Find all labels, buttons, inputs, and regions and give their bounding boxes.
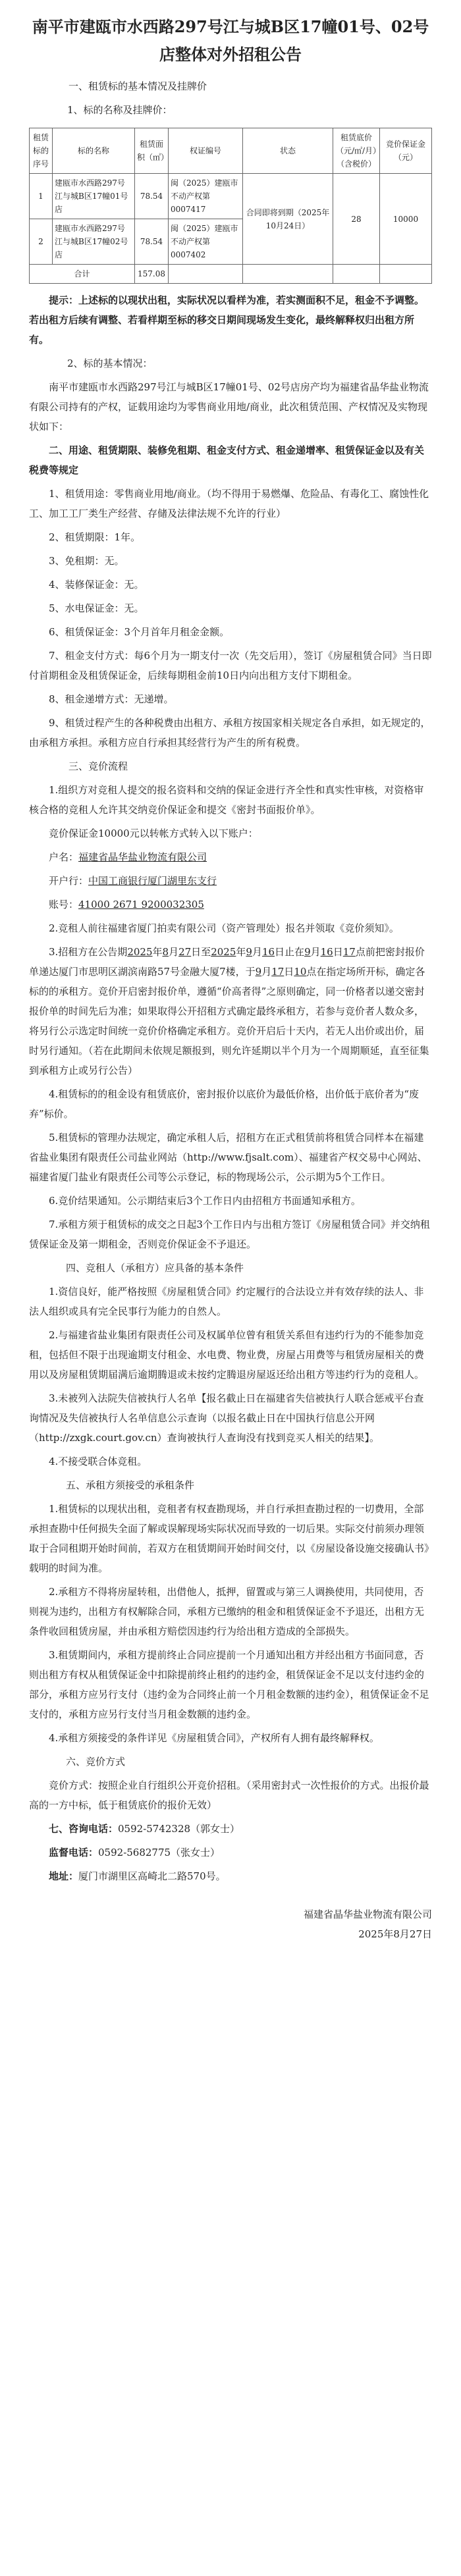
paragraph: 2.与福建省盐业集团有限责任公司及权属单位曾有租赁关系但有违约行为的不能参加竞租，包括但不限于出现逾期支付租金、水电费、物业费，房屋占用费等与租赁房屋相关的费用以及房屋租赁期届满后逾期腾退或未按约定腾退房屋返还给出租方等违约行为的竞租人。 [29, 1329, 425, 1380]
account-bank-line [29, 871, 432, 891]
cell-name: 建瓯市水西路297号江与城B区17幢02号店 [53, 219, 135, 265]
text: 月 [261, 966, 272, 978]
col-header: 租赁底价（元/㎡/月）（含税价） [333, 128, 380, 174]
text: 月 [252, 946, 262, 958]
paragraph: 竞价方式：按照企业自行组织公开竞价招租。（采用密封式一次性报价的方式。出报价最高的一方中标，低于租赁底价的报价无效） [29, 1779, 429, 1811]
list-item: 5、水电保证金：无。 [49, 602, 144, 614]
paragraph: 1.租赁标的以现状出租，竞租者有权查勘现场，并自行承担查勘过程的一切费用，全部承担查勘中任何损失全面了解或误解现场实际状况而导致的一切后果。实际交付前须办理领取于合同租期开始时间前，若双方在租赁期间开始时间交付，以《房屋设备设施交接确认书》载明的时间为准。 [29, 1503, 429, 1574]
subsection-heading: 2、标的基本情况： [67, 357, 153, 369]
section-heading-6: 六、竞价方式 [66, 1756, 126, 1768]
date-value: 17 [342, 946, 356, 958]
address-label: 地址： [49, 1870, 79, 1882]
account-bank-label: 开户行： [49, 875, 89, 887]
paragraph: 7.承租方须于租赁标的成交之日起3个工作日内与出租方签订《房屋租赁合同》并交纳租赁保证金及第一期租金，否则竞价保证金不予退还。 [29, 1219, 430, 1250]
account-bank: 中国工商银行厦门湖里东支行 [88, 875, 217, 887]
section-heading-1: 一、租赁标的基本情况及挂牌价 [68, 80, 207, 92]
list-item: 9、租赁过程产生的各种税费由出租方、承租方按国家相关规定各自承担，如无规定的，由承租方承担。承租方应自行承担其经营行为产生的所有税费。 [29, 717, 431, 749]
date-value: 27 [178, 946, 192, 958]
account-name: 福建省晶华盐业物流有限公司 [78, 851, 207, 863]
text: 点在指定场所开标，确定各标的的承租方。竞价开启密封报价单，遵循“价高者得”之原则确定，同一价格者以递交密封报价单的时间先后为准；如果取得公开招租方式确定最终承租方，若参与竞价者人数众多，将另行公示选定时间统一竞价价格确定承租方。竞价开启后十天内，若无人出价或出价，届时另行通知。（若在此期间未依规足额报到，则允许延期以半个月为一个周期顺延，直至征集到承租方止或另行公告） [29, 966, 429, 1076]
date-value: 8 [162, 946, 169, 958]
cell-area: 78.54 [135, 219, 169, 265]
paragraph: 4.承租方须接受的条件详见《房屋租赁合同》，产权所有人拥有最终解释权。 [49, 1732, 379, 1744]
company-signature: 福建省晶华盐业物流有限公司 [303, 1908, 432, 1920]
date-value: 2025 [127, 946, 153, 958]
cell-cert: 闽（2025）建瓯市不动产权第0007402 [169, 219, 243, 265]
text: 3.招租方在公告期 [49, 946, 128, 958]
total-label: 合计 [30, 265, 135, 284]
empty-cell [380, 265, 432, 284]
text: 年 [152, 946, 163, 958]
supervise-phone: 0592-5682775（张女士） [98, 1847, 221, 1858]
paragraph: 1.资信良好，能严格按照《房屋租赁合同》约定履行的合法设立并有效存续的法人、非法人组织或具有完全民事行为能力的自然人。 [29, 1286, 424, 1317]
table-row [30, 174, 432, 219]
text: 日止在 [275, 946, 305, 958]
paragraph: 3.未被列入法院失信被执行人名单【报名截止日在福建省失信被执行人联合惩戒平台查询情况及失信被执行人名单信息公示查询（以报名截止日在中国执行信息公开网（http://zxgk.court.gov.cn）查询被执行人查询没有找到竞买人相关的结果】。 [29, 1392, 424, 1444]
notice-text: 提示：上述标的以现状出租，实际状况以看样为准，若实测面积不足，租金不予调整。若出租方后续有调整、若看样期至标的移交日期间现场发生变化，最终解释权归出租方所有。 [29, 294, 425, 346]
text: 日至 [191, 946, 211, 958]
date-value: 16 [261, 946, 275, 958]
date-value: 9 [246, 946, 252, 958]
list-item: 4、装修保证金：无。 [49, 579, 144, 591]
paragraph: 2.承租方不得将房屋转租，出借他人，抵押，留置或与第三人调换使用，共同使用，否则视为违约，出租方有权解除合同，承租方已缴纳的租金和租赁保证金不予退还，出租方无条件收回租赁房屋，并由承租方赔偿因违约行为给出租方造成的全部损失。 [29, 1586, 425, 1637]
col-header: 竞价保证金（元） [380, 128, 432, 174]
date-value: 16 [320, 946, 333, 958]
empty-cell [333, 265, 380, 284]
text: 月 [169, 946, 179, 958]
supervise-label: 监督电话： [49, 1847, 99, 1858]
list-item: 1、租赁用途：零售商业用地/商业。（均不得用于易燃爆、危险品、有毒化工、腐蚀性化工、加工工厂类生产经营、存储及法律法规不允许的行业） [29, 488, 429, 519]
cell-no: 1 [30, 174, 53, 219]
cell-status: 合同即将到期（2025年10月24日） [243, 174, 333, 265]
address-line [29, 1866, 432, 1886]
rental-table [29, 128, 432, 284]
paragraph: 4.租赁标的的租金设有租赁底价，密封报价以底价为最低价格，出价低于底价者为“废弃”标价。 [29, 1088, 419, 1120]
section-heading-3: 三、竞价流程 [68, 760, 128, 772]
list-item: 2、租赁期限：1年。 [49, 531, 141, 543]
paragraph: 6.竞价结果通知。公示期结束后3个工作日内由招租方书面通知承租方。 [49, 1195, 361, 1207]
account-name-line [29, 847, 432, 867]
cell-price: 28 [333, 174, 380, 265]
date-value: 2025 [211, 946, 236, 958]
text: 年 [236, 946, 246, 958]
col-header: 权证编号 [169, 128, 243, 174]
col-header: 租赁标的序号 [30, 128, 53, 174]
text: 点前把密封报价单递达厦门市思明区湖滨南路57号金融大厦7楼，于 [29, 946, 425, 978]
col-header: 标的名称 [53, 128, 135, 174]
paragraph: 5.租赁标的管理办法规定，确定承租人后，招租方在正式租赁前将租赁合同样本在福建省盐业集团有限责任公司盐业网站（http://www.fjsalt.com）、福建省产权交易中心网站、福建省厦门盐业有限责任公司等公示登记，标的物现场公示，公示期为5个工作日。 [29, 1132, 427, 1183]
section-heading-4: 四、竞租人（承租方）应具备的基本条件 [66, 1262, 244, 1274]
list-item: 3、免租期：无。 [49, 555, 124, 567]
cell-area: 78.54 [135, 174, 169, 219]
cell-name: 建瓯市水西路297号江与城B区17幢01号店 [53, 174, 135, 219]
paragraph: 2.竞租人前往福建省厦门拍卖有限公司（资产管理处）报名并领取《竞价须知》。 [49, 922, 399, 934]
total-area: 157.08 [135, 265, 169, 284]
account-no-line [29, 895, 432, 914]
list-item: 6、租赁保证金：3个月首年月租金金额。 [49, 626, 230, 638]
supervise-line [29, 1843, 432, 1862]
date-value: 17 [271, 966, 285, 978]
list-item: 7、租金支付方式：每6个月为一期支付一次（先交后用），签订《房屋租赁合同》当日即付首期租金及租赁保证金，后续每期租金前10日内向出租方支付下期租金。 [29, 650, 432, 681]
col-header: 租赁面积（㎡） [135, 128, 169, 174]
text: 日 [284, 966, 294, 978]
paragraph: 竞价保证金10000元以转帐方式转入以下账户： [49, 828, 258, 839]
list-item: 8、租金递增方式：无递增。 [49, 693, 174, 705]
empty-cell [243, 265, 333, 284]
cell-cert: 闽（2025）建瓯市不动产权第0007417 [169, 174, 243, 219]
address: 厦门市湖里区高崎北二路570号。 [78, 1870, 226, 1882]
paragraph: 1.组织方对竞租人提交的报名资料和交纳的保证金进行齐全性和真实性审核，对资格审核合格的竞租人允许其交纳竞价保证金和提交《密封书面报价单》。 [29, 784, 424, 816]
subsection-heading: 1、标的名称及挂牌价： [67, 104, 173, 116]
issue-date: 2025年8月27日 [358, 1928, 432, 1940]
cell-deposit: 10000 [380, 174, 432, 265]
page-title: 南平市建瓯市水西路297号江与城B区17幢01号、02号店整体对外招租公告 [32, 17, 429, 64]
paragraph: 南平市建瓯市水西路297号江与城B区17幢01号、02号店房产均为福建省晶华盐业物流有限公司持有的产权，证载用途均为零售商业用地/商业，此次租赁范围、产权情况及实物现状如下： [29, 381, 429, 433]
text: 日 [333, 946, 343, 958]
section-heading-2: 二、用途、租赁期限、装修免租期、租金支付方式、租金递增率、租赁保证金以及有关税费等规定 [29, 444, 425, 476]
cell-no: 2 [30, 219, 53, 265]
account-no-label: 账号： [49, 899, 79, 910]
section-heading-5: 五、承租方须接受的承租条件 [66, 1479, 195, 1491]
paragraph-schedule [29, 942, 432, 1080]
contact-phone: 0592-5742328（郭女士） [118, 1823, 240, 1835]
date-value: 10 [294, 966, 307, 978]
account-no: 41000 2671 9200032305 [78, 899, 204, 910]
table-header-row [30, 128, 432, 174]
text: 月 [310, 946, 321, 958]
contact-line [29, 1819, 432, 1839]
paragraph: 4.不接受联合体竞租。 [49, 1456, 148, 1467]
paragraph: 3.租赁期间内，承租方提前终止合同应提前一个月通知出租方并经出租方书面同意，否则出租方有权从租赁保证金中扣除提前终止租约的违约金，租赁保证金不足以支付违约金的部分，承租方应另行支付（违约金为合同终止前一个月租金数额的违约金），租赁保证金不足支付的，承租方应另行支付当月租金数额的违约金。 [29, 1649, 429, 1720]
table-total-row [30, 265, 432, 284]
date-value: 9 [255, 966, 262, 978]
date-value: 9 [304, 946, 311, 958]
col-header: 状态 [243, 128, 333, 174]
empty-cell [169, 265, 243, 284]
account-name-label: 户名： [49, 851, 79, 863]
contact-label: 七、咨询电话： [49, 1823, 119, 1835]
